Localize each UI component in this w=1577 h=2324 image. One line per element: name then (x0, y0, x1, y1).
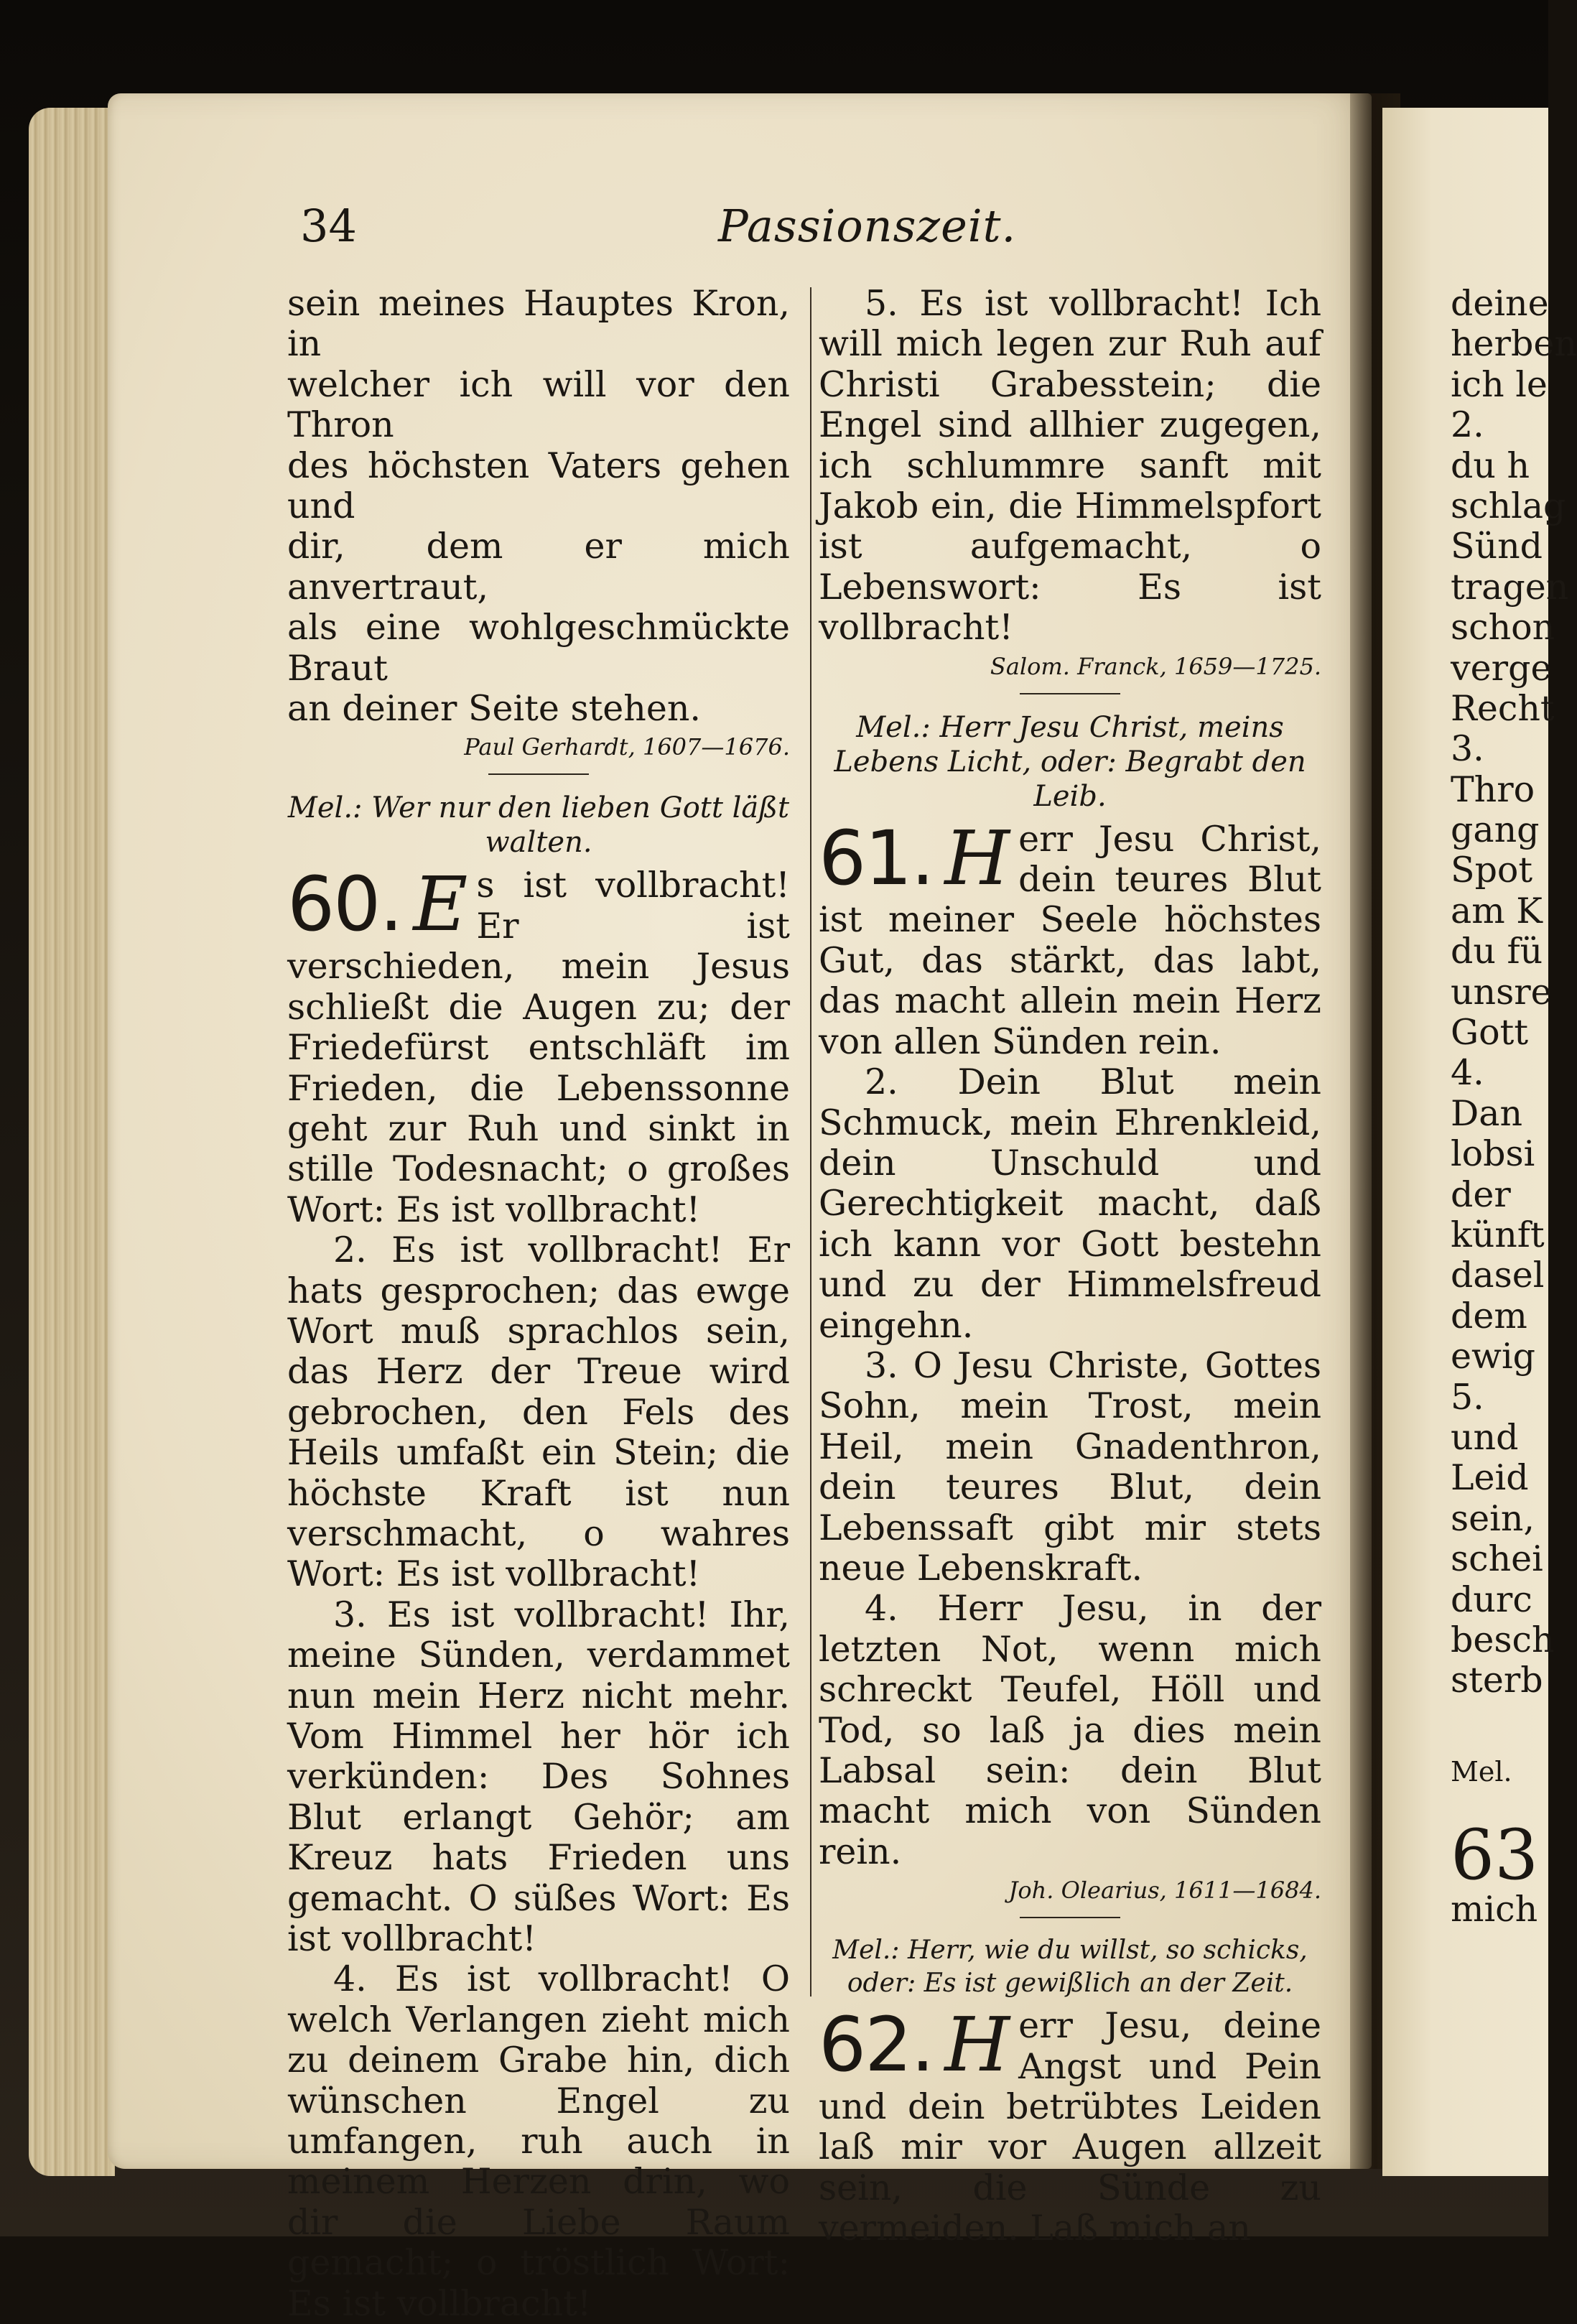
melody-note: Mel.: Herr Jesu Christ, meins Lebens Licht, oder: Begrabt den Leib. (834, 710, 1306, 813)
facing-line-fragment: verge (1451, 647, 1552, 689)
facing-line-fragment: dasel (1451, 1255, 1545, 1296)
facing-line-fragment: schon (1451, 607, 1555, 649)
facing-line-fragment: Thro (1451, 768, 1535, 810)
facing-line-fragment: ewig (1451, 1336, 1535, 1377)
facing-line-fragment: du h (1451, 445, 1530, 486)
hymn-61-verse-4: 4. Herr Jesu, in der letzten Not, wenn mich schreckt Teufel, Höll und Tod, so laß ja dies mein Labsal sein: dein Blut macht mich von Sünden rein. (819, 1588, 1321, 1872)
facing-line-fragment: 5. (1451, 1376, 1484, 1418)
facing-line-fragment: 4. (1451, 1052, 1484, 1094)
section-rule (1020, 1917, 1120, 1918)
melody-note: Mel.: Herr, wie du willst, so schicks, oder: Es ist gewißlich an der Zeit. (832, 1935, 1308, 1999)
facing-line-fragment: Dan (1451, 1092, 1523, 1134)
facing-line-fragment: ich le (1451, 363, 1548, 405)
hymn-60-verse-2: 2. Es ist vollbracht! Er hats gesprochen; das ewge Wort muß sprachlos sein, das Herz der Treue wird gebrochen, den Fels des Heils umfaßt ein Stein; die höchste Kraft ist nun verschmacht, o wahres Wort: Es ist vollbracht! (287, 1230, 790, 1595)
section-rule (1020, 693, 1120, 694)
verse-text: err Jesu, deine Angst und Pein und dein betrübtes Leiden laß mir vor Augen allzeit sein, die Sünde zu vermeiden. Laß mich an (819, 2005, 1321, 2249)
hymn-number: 60. (287, 860, 402, 949)
hymn-60-verse-1 (287, 860, 790, 1230)
right-column (819, 284, 1321, 2249)
facing-line-fragment: 2. (1451, 404, 1484, 446)
hymn-62-verse-1 (819, 2001, 1321, 2249)
continuation-line: des höchsten Vaters gehen und (287, 445, 790, 527)
facing-line-fragment: künft (1451, 1214, 1545, 1255)
column-divider (810, 287, 811, 1997)
facing-line-fragment: der (1451, 1173, 1511, 1215)
facing-line-fragment: unsre (1451, 971, 1552, 1013)
facing-line-fragment: Leid (1451, 1457, 1529, 1499)
author-attribution: Joh. Olearius, 1611—1684. (1008, 1877, 1321, 1905)
facing-line-fragment: deine (1451, 283, 1549, 324)
author-attribution: Paul Gerhardt, 1607—1676. (464, 733, 790, 761)
drop-cap: E (413, 860, 468, 949)
continuation-line: dir, dem er mich anvertraut, (287, 526, 790, 608)
melody-note: Mel.: Wer nur den lieben Gott läßt walten. (287, 791, 790, 860)
continuation-line: an deiner Seite stehen. (287, 688, 701, 730)
hymn-59-verse-5: 5. Es ist vollbracht! Ich will mich legen zur Ruh auf Christi Grabesstein; die Engel sind allhier zugegen, ich schlummre sanft mit Jakob ein, die Himmelspfort ist aufgemacht, o Lebenswort: Es ist vollbracht! (819, 283, 1321, 649)
facing-line-fragment: tragen (1451, 566, 1569, 608)
facing-melody-fragment: Mel. (1451, 1755, 1512, 1788)
facing-line-fragment: sterb (1451, 1660, 1543, 1701)
facing-line-fragment: dem (1451, 1295, 1527, 1337)
facing-line-fragment: Gott (1451, 1012, 1529, 1054)
facing-line-fragment: herben (1451, 323, 1577, 365)
hymn-60-verse-3: 3. Es ist vollbracht! Ihr, meine Sünden, verdammet nun mein Herz nicht mehr. Vom Himmel her hör ich verkünden: Des Sohnes Blut erlangt Gehör; am Kreuz hats Frieden uns gemacht. O süßes Wort: Es ist vollbracht! (287, 1594, 790, 1960)
hymn-60-verse-4: 4. Es ist vollbracht! O welch Verlangen zieht mich zu deinem Grabe hin, dich wünschen Engel zu umfangen, ruh auch in meinem Herzen drin, wo dir die Liebe Raum gemacht; o tröstlich Wort: Es ist vollbracht! (287, 1958, 790, 2324)
hymn-61-verse-3: 3. O Jesu Christe, Gottes Sohn, mein Trost, mein Heil, mein Gnadenthron, dein teures Blut, dein Lebenssaft gibt mir stets neue Lebenskraft. (819, 1344, 1321, 1589)
facing-line-fragment: sein, (1451, 1497, 1535, 1539)
page-stack-edges (29, 108, 115, 2176)
facing-line-fragment: am K (1451, 890, 1543, 931)
facing-line-fragment: schlag (1451, 485, 1566, 526)
continuation-line: welcher ich will vor den Thron (287, 363, 790, 446)
facing-line-fragment: gang (1451, 809, 1540, 851)
running-head: Passionszeit. (718, 200, 1017, 252)
hymn-number: 61. (819, 814, 934, 902)
facing-line-fragment: lobsi (1451, 1133, 1535, 1175)
page-number: 34 (300, 200, 357, 252)
facing-line-fragment: besch (1451, 1619, 1555, 1660)
author-attribution: Salom. Franck, 1659—1725. (990, 652, 1321, 680)
drop-cap: H (944, 814, 1010, 902)
facing-line-fragment: mich (1451, 1889, 1538, 1930)
continuation-line: als eine wohlgeschmückte Braut (287, 607, 790, 689)
hymn-number: 62. (819, 2001, 934, 2089)
facing-hymn-number-fragment: 63 (1451, 1815, 1539, 1896)
hymn-61-verse-1 (819, 814, 1321, 1062)
facing-line-fragment: du fü (1451, 931, 1543, 972)
facing-line-fragment: 3. (1451, 728, 1484, 770)
facing-line-fragment: und (1451, 1416, 1519, 1458)
facing-line-fragment: Sünd (1451, 526, 1543, 567)
section-rule (488, 773, 589, 775)
facing-page-text (1451, 283, 1577, 1930)
verse-text: err Jesu Christ, dein teures Blut ist meiner Seele höchstes Gut, das stärkt, das labt, das macht allein mein Herz von allen Sünden rein. (819, 818, 1321, 1062)
facing-line-fragment: durc (1451, 1579, 1532, 1620)
continuation-line: sein meines Hauptes Kron, in (287, 283, 790, 365)
hymn-61-verse-2: 2. Dein Blut mein Schmuck, mein Ehrenkleid, dein Unschuld und Gerechtigkeit macht, daß ich kann vor Gott bestehn und zu der Himmelsfreud eingehn. (819, 1061, 1321, 1346)
drop-cap: H (944, 2001, 1010, 2089)
left-column (287, 284, 790, 2324)
verse-text: s ist vollbracht! Er ist verschieden, mein Jesus schließt die Augen zu; der Friedefürst entschläft im Frieden, die Lebenssonne geht zur Ruh und sinkt in stille Todesnacht; o großes Wort: Es ist vollbracht! (287, 865, 790, 1230)
facing-line-fragment: schei (1451, 1538, 1543, 1580)
facing-line-fragment: Spot (1451, 850, 1533, 891)
facing-line-fragment: Recht (1451, 687, 1555, 729)
